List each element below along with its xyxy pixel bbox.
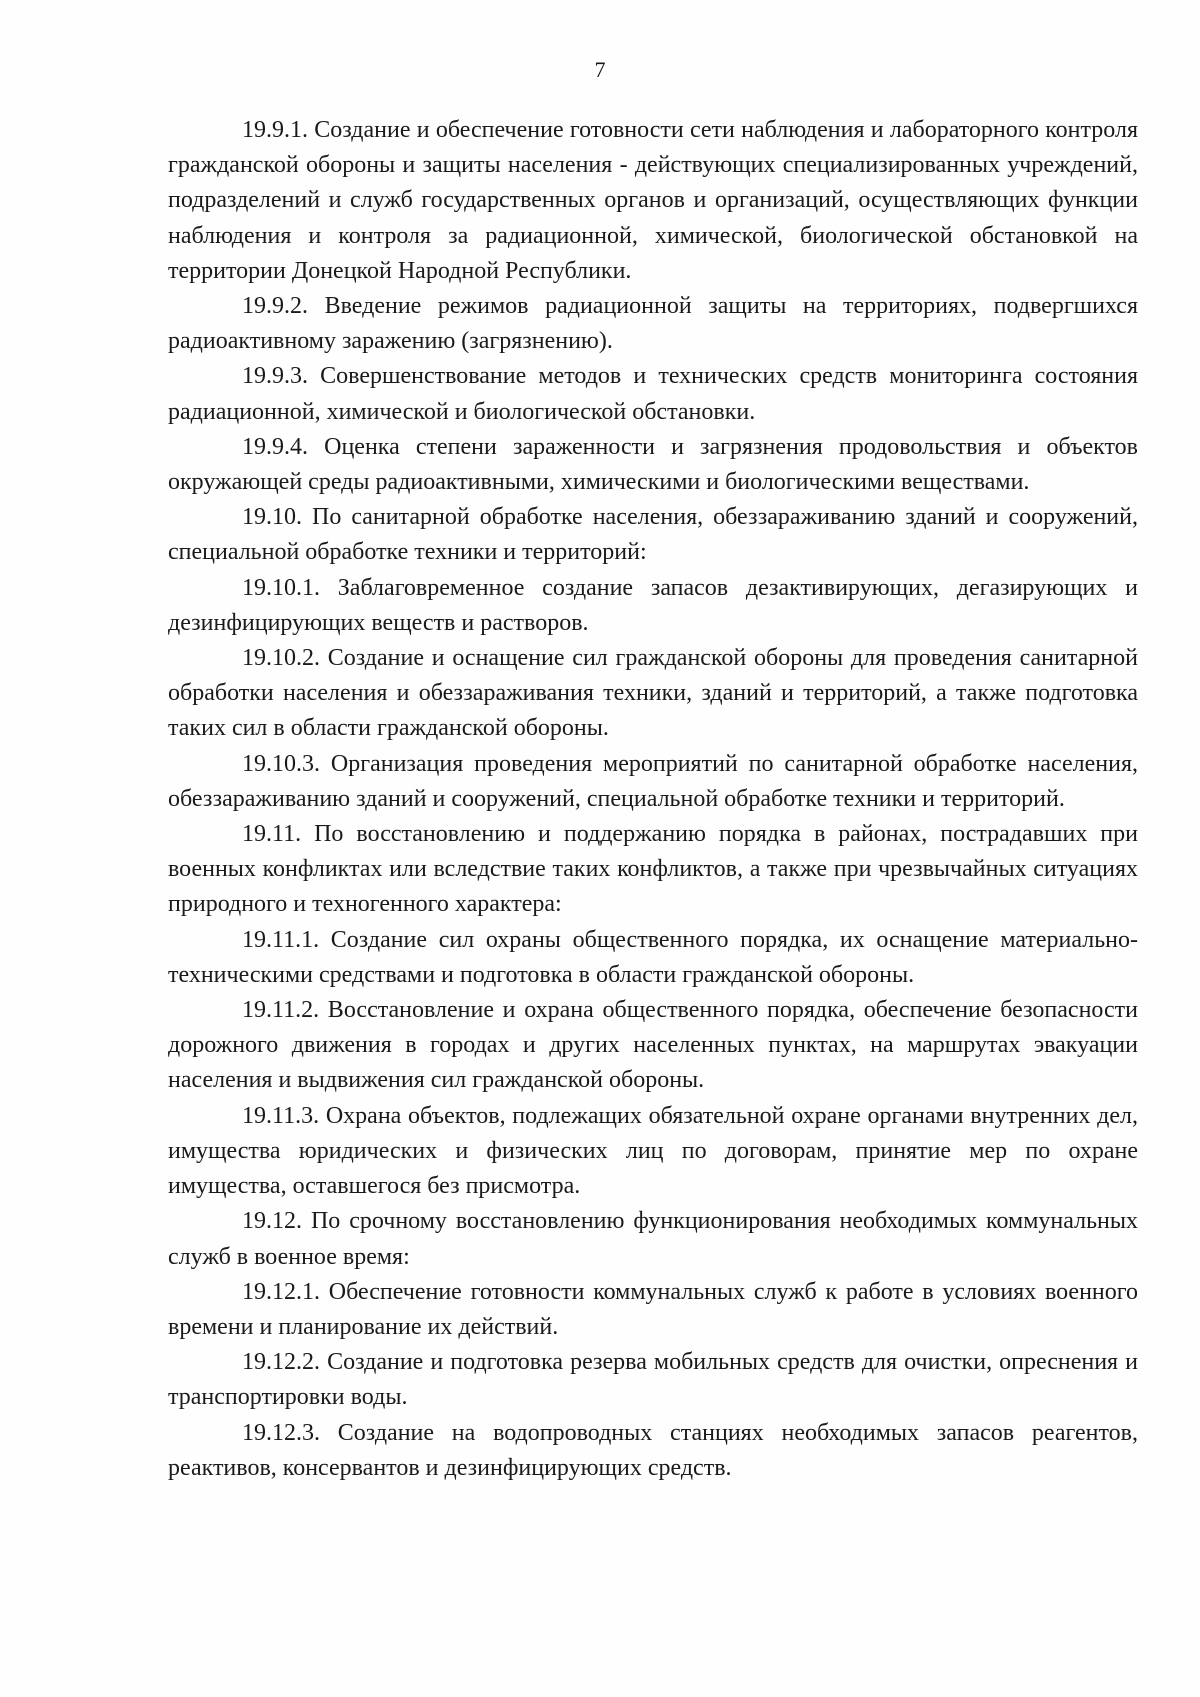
paragraph: 19.9.2. Введение режимов радиационной защиты на территориях, подвергшихся радиоактивному заражению (загрязнению). (168, 293, 1138, 355)
paragraph: 19.11.3. Охрана объектов, подлежащих обязательной охране органами внутренних дел, имущества юридических и физических лиц по договорам, принятие мер по охране имущества, оставшегося без присмотра. (168, 1102, 1138, 1200)
paragraph: 19.10.1. Заблаговременное создание запасов дезактивирующих, дегазирующих и дезинфицирующих веществ и растворов. (168, 574, 1138, 636)
paragraph: 19.11. По восстановлению и поддержанию порядка в районах, пострадавших при военных конфликтах или вследствие таких конфликтов, а также при чрезвычайных ситуациях природного и техногенного характера: (168, 821, 1138, 918)
paragraph: 19.11.2. Восстановление и охрана общественного порядка, обеспечение безопасности дорожного движения в городах и других населенных пунктах, на маршрутах эвакуации населения и выдвижения сил гражданской обороны. (168, 997, 1138, 1094)
paragraph: 19.10.3. Организация проведения мероприятий по санитарной обработке населения, обеззараживанию зданий и сооружений, специальной обработке техники и территорий. (168, 750, 1138, 812)
paragraph: 19.12. По срочному восстановлению функционирования необходимых коммунальных служб в военное время: (168, 1208, 1138, 1270)
document-body (168, 113, 1138, 1486)
paragraph: 19.12.3. Создание на водопроводных станциях необходимых запасов реагентов, реактивов, консервантов и дезинфицирующих средств. (168, 1419, 1138, 1481)
paragraph: 19.12.2. Создание и подготовка резерва мобильных средств для очистки, опреснения и транспортировки воды. (168, 1349, 1138, 1411)
paragraph: 19.12.1. Обеспечение готовности коммунальных служб к работе в условиях военного времени и планирование их действий. (168, 1278, 1138, 1340)
paragraph: 19.10.2. Создание и оснащение сил гражданской обороны для проведения санитарной обработки населения и обеззараживания техники, зданий и территорий, а также подготовка таких сил в области гражданской обороны. (168, 645, 1138, 742)
page-number: 7 (594, 57, 606, 82)
paragraph: 19.9.1. Создание и обеспечение готовности сети наблюдения и лабораторного контроля гражданской обороны и защиты населения - действующих специализированных учреждений, подразделений и служб государственных органов и организаций, осуществляющих функции наблюдения и контроля за радиационной, химической, биологической обстановкой на территории Донецкой Народной Республики. (168, 117, 1138, 284)
paragraph: 19.11.1. Создание сил охраны общественного порядка, их оснащение материально-техническими средствами и подготовка в области гражданской обороны. (168, 926, 1138, 988)
paragraph: 19.9.3. Совершенствование методов и технических средств мониторинга состояния радиационной, химической и биологической обстановки. (168, 363, 1138, 425)
paragraph: 19.10. По санитарной обработке населения, обеззараживанию зданий и сооружений, специальной обработке техники и территорий: (168, 504, 1138, 566)
paragraph: 19.9.4. Оценка степени зараженности и загрязнения продовольствия и объектов окружающей среды радиоактивными, химическими и биологическими веществами. (168, 433, 1138, 496)
